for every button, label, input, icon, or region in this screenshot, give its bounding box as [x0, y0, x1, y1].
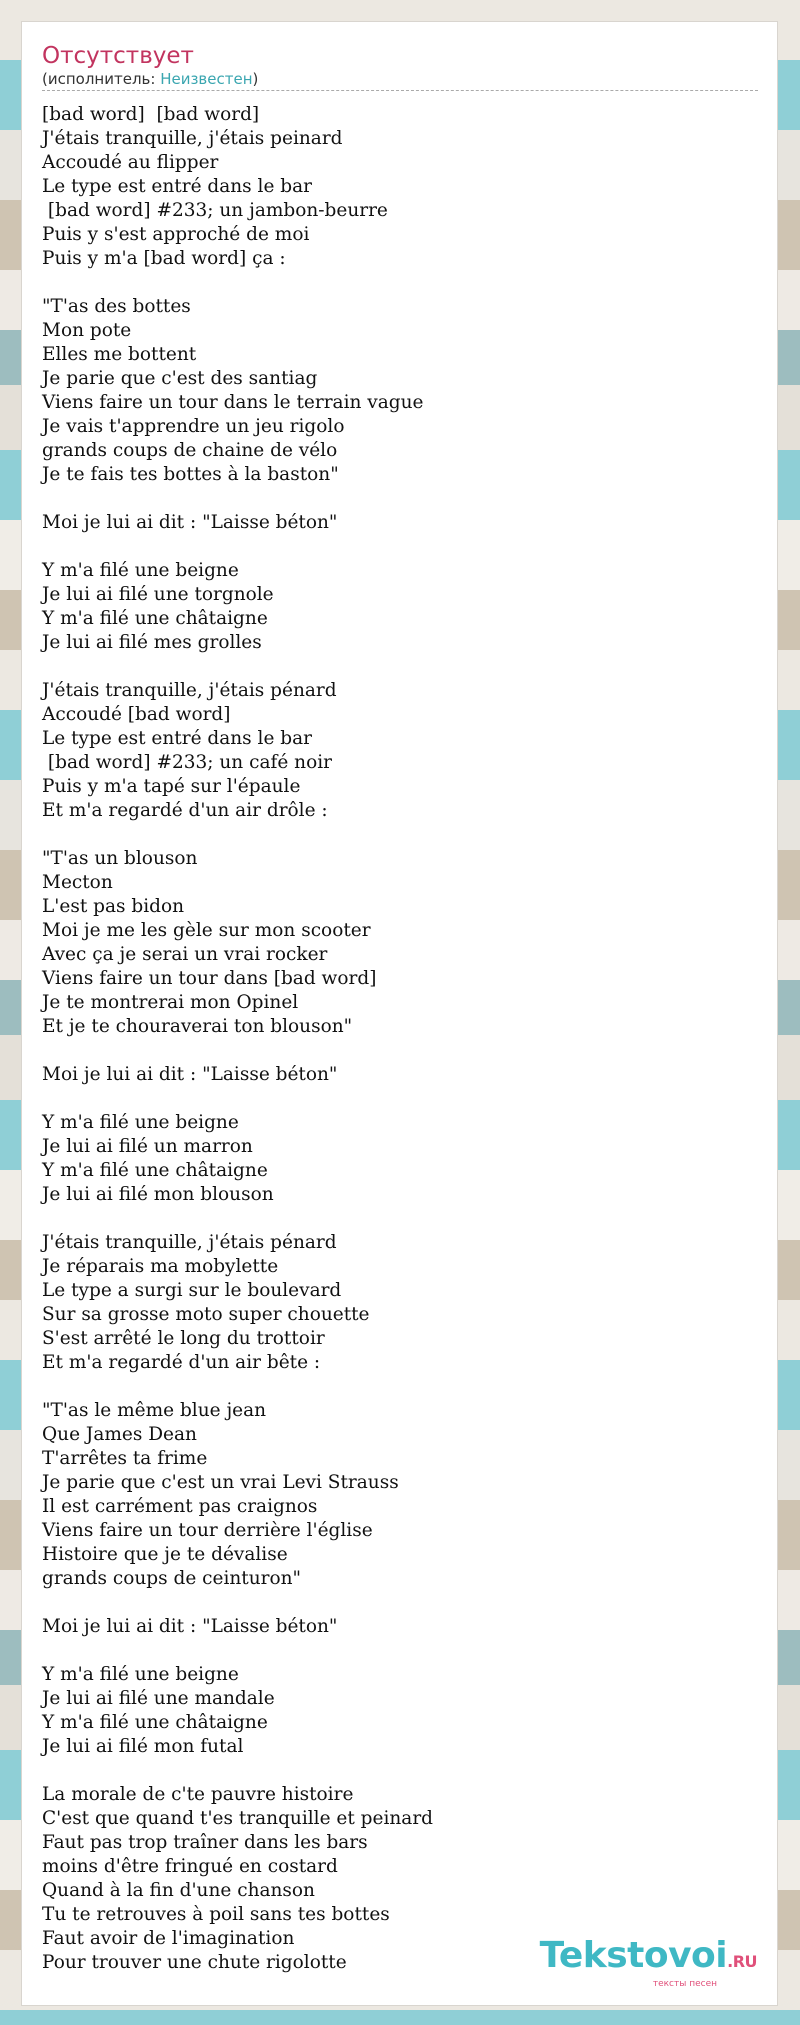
logo-tagline: тексты песен — [652, 1979, 717, 1989]
logo-tld: .RU — [727, 1952, 757, 1971]
artist-link[interactable]: Неизвестен — [160, 70, 253, 88]
artist-suffix: ) — [252, 70, 259, 88]
lyrics-text: [bad word] [bad word] J'étais tranquille, j'étais peinard Accoudé au flipper Le type est entré dans le bar [bad word] #233; un jambon-beurre Puis y s'est approché de moi Puis y m'a [bad word] ça : "T'as des bottes Mon pote Elles me bottent Je parie que c'est des santiag Viens faire un tour dans le terrain vague Je vais t'apprendre un jeu rigolo grands coups de chaine de vélo Je te fais tes bottes à la baston" Moi je lui ai dit : "Laisse béton" Y m'a filé une beigne Je lui ai filé une torgnole Y m'a filé une châtaigne Je lui ai filé mes grolles J'étais tranquille, j'étais pénard Accoudé [bad word] Le type est entré dans le bar [bad word] #233; un café noir Puis y m'a tapé sur l'épaule Et m'a regardé d'un air drôle : "T'as un blouson Mecton L'est pas bidon Moi je me les gèle sur mon scooter Avec ça je serai un vrai rocker Viens faire un tour dans [bad word] Je te montrerai mon Opinel Et je te chouraverai ton blouson" Moi je lui ai dit : "Laisse béton" Y m'a filé une beigne Je lui ai filé un marron Y m'a filé une châtaigne Je lui ai filé mon blouson J'étais tranquille, j'étais pénard Je réparais ma mobylette Le type a surgi sur le boulevard Sur sa grosse moto super chouette S'est arrêté le long du trottoir Et m'a regardé d'un air bête : "T'as le même blue jean Que James Dean T'arrêtes ta frime Je parie que c'est un vrai Levi Strauss Il est carrément pas craignos Viens faire un tour derrière l'église Histoire que je te dévalise grands coups de ceinturon" Moi je lui ai dit : "Laisse béton" Y m'a filé une beigne Je lui ai filé une mandale Y m'a filé une châtaigne Je lui ai filé mon futal La morale de c'te pauvre histoire C'est que quand t'es tranquille et peinard Faut pas trop traîner dans les bars moins d'être fringué en costard Quand à la fin d'une chanson Tu te retrouves à poil sans tes bottes Faut avoir de l'imagination Pour trouver une chute rigolotte — [42, 104, 434, 1973]
artist-prefix: (исполнитель: — [42, 70, 161, 88]
artist-line — [42, 70, 758, 91]
logo-wordmark — [540, 1937, 757, 1981]
logo-main-text: Tekstovoi — [539, 1935, 728, 1976]
song-title: Отсутствует — [42, 43, 194, 69]
lyrics-card — [21, 21, 778, 2006]
site-logo[interactable] — [540, 1937, 757, 1989]
